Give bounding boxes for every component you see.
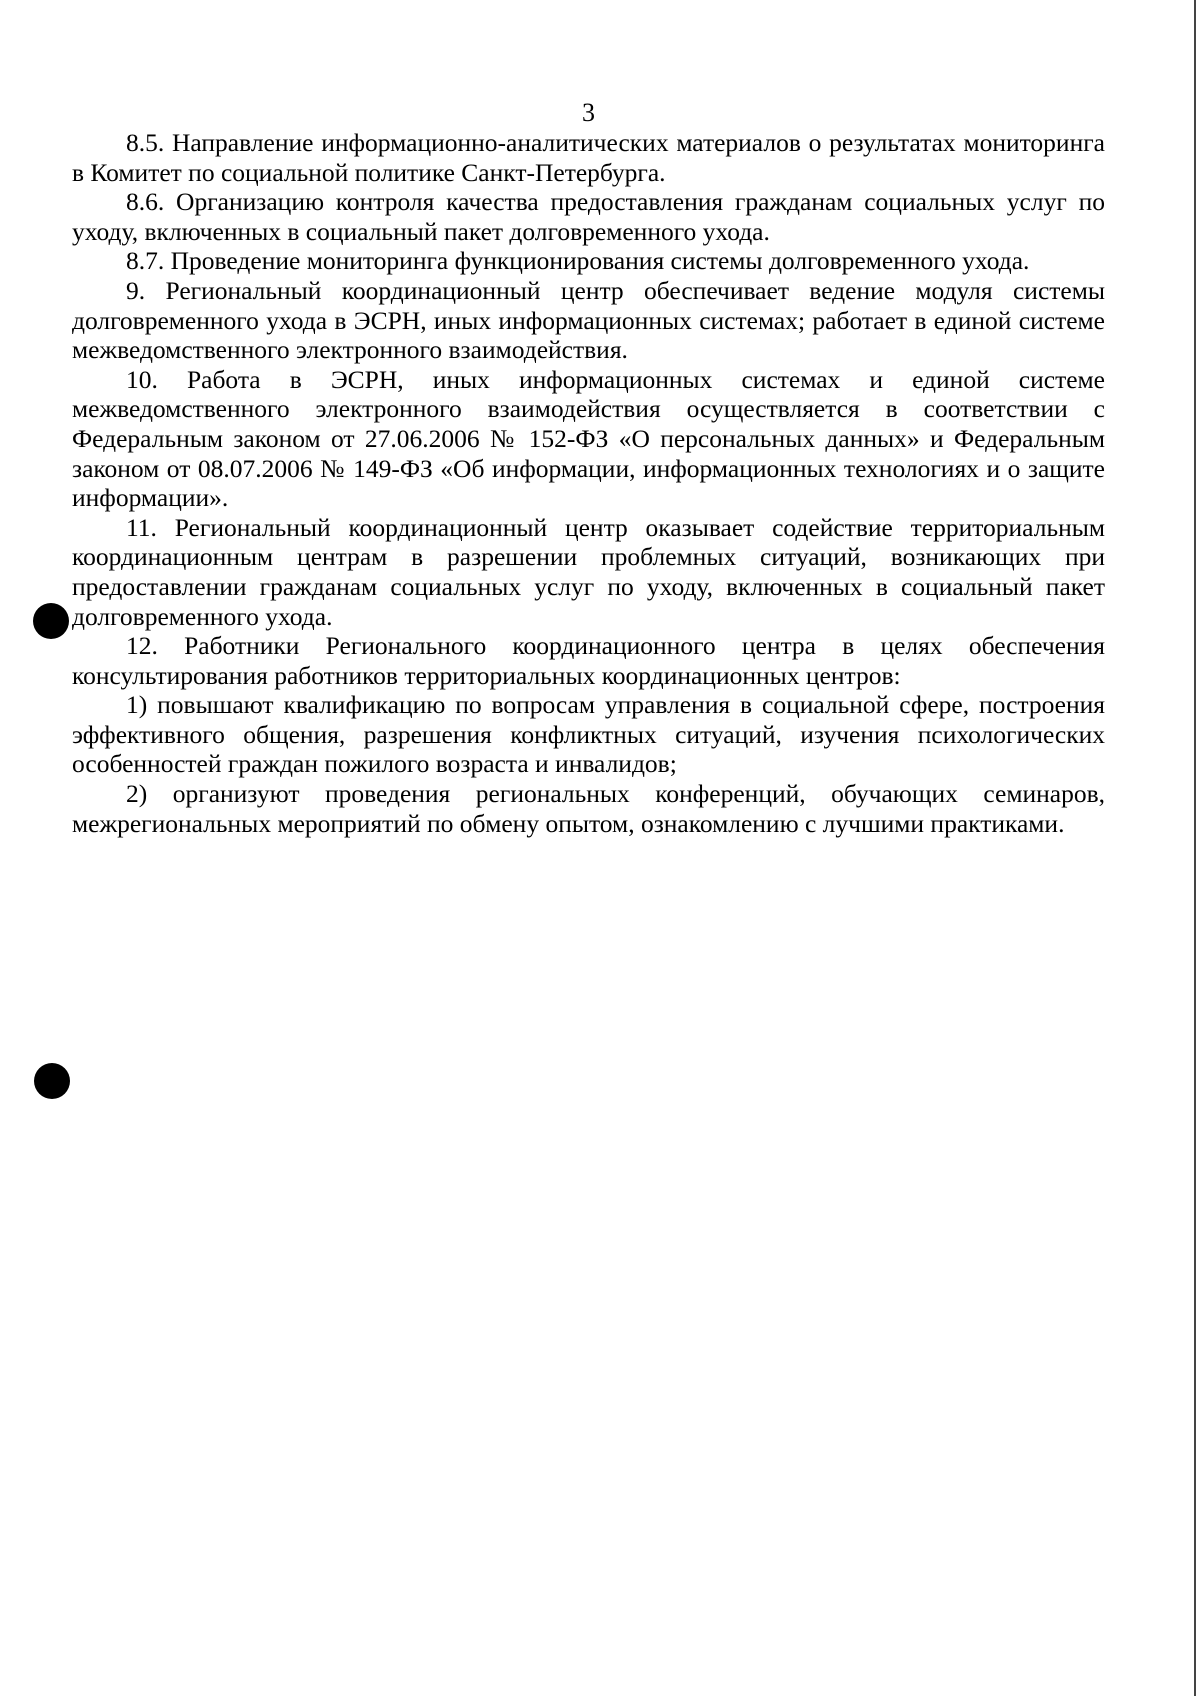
paragraph-12-item-2: 2) организуют проведения региональных конференций, обучающих семинаров, межрегиональных мероприятий по обмену опытом, ознакомлению с лучшими практиками. xyxy=(72,779,1105,838)
paragraph-9: 9. Региональный координационный центр обеспечивает ведение модуля системы долговременного ухода в ЭСРН, иных информационных системах; работает в единой системе межведомственного электронного взаимодействия. xyxy=(72,275,1105,365)
scan-edge-line xyxy=(1194,0,1196,1696)
document-body xyxy=(72,128,1105,838)
paragraph-10: 10. Работа в ЭСРН, иных информационных системах и единой системе межведомственного электронного взаимодействия осуществляется в соответствии с Федеральным законом от 27.06.2006 № 152-ФЗ «О персональных данных» и Федеральным законом от 08.07.2006 № 149-ФЗ «Об информации, информационных технологиях и о защите информации». xyxy=(72,364,1105,513)
punch-hole-mark xyxy=(33,603,69,639)
paragraph-12-item-1: 1) повышают квалификацию по вопросам управления в социальной сфере, построения эффективного общения, разрешения конфликтных ситуаций, изучения психологических особенностей граждан пожилого возраста и инвалидов; xyxy=(72,690,1105,779)
paragraph-8-5: 8.5. Направление информационно-аналитических материалов о результатах мониторинга в Комитет по социальной политике Санкт-Петербурга. xyxy=(72,128,1105,187)
punch-hole-mark xyxy=(34,1063,70,1099)
paragraph-8-6: 8.6. Организацию контроля качества предоставления гражданам социальных услуг по уходу, включенных в социальный пакет долговременного ухода. xyxy=(72,187,1105,246)
paragraph-11: 11. Региональный координационный центр оказывает содействие территориальным координационным центрам в разрешении проблемных ситуаций, возникающих при предоставлении гражданам социальных услуг по уходу, включенных в социальный пакет долговременного ухода. xyxy=(72,512,1105,631)
page-number: 3 xyxy=(582,98,595,127)
paragraph-8-7: 8.7. Проведение мониторинга функционирования системы долговременного ухода. xyxy=(126,246,1030,276)
paragraph-12: 12. Работники Регионального координационного центра в целях обеспечения консультирования работников территориальных координационных центров: xyxy=(72,631,1105,690)
